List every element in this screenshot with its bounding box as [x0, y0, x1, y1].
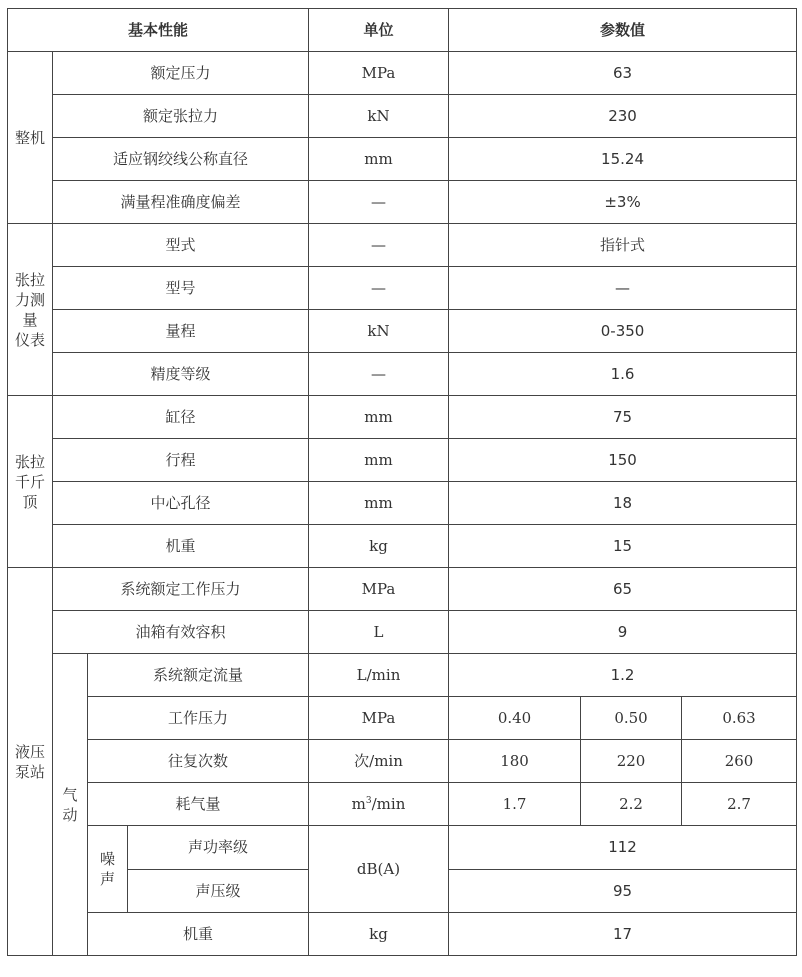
- param-value: 65: [449, 568, 797, 611]
- param-name: 满量程准确度偏差: [53, 181, 309, 224]
- param-value: 1.7: [449, 783, 581, 826]
- group-pneumatic-label-line: 动: [62, 805, 78, 824]
- group-gauge-label-line: 张拉: [14, 270, 45, 289]
- param-name: 工作压力: [88, 697, 309, 740]
- param-unit: L: [309, 611, 449, 654]
- param-unit: dB(A): [309, 826, 449, 913]
- table-row: [8, 396, 797, 439]
- param-name: 机重: [53, 525, 309, 568]
- group-pump-label-line: 液压: [14, 742, 45, 761]
- param-unit: L/min: [309, 654, 449, 697]
- param-value: 0.40: [449, 697, 581, 740]
- table-row: [8, 611, 797, 654]
- group-pump: [8, 568, 53, 956]
- header-param: 基本性能: [8, 9, 309, 52]
- table-row: [8, 826, 797, 870]
- param-unit: mm: [309, 138, 449, 181]
- param-name: 中心孔径: [53, 482, 309, 525]
- param-name: 型号: [53, 267, 309, 310]
- group-gauge-label-line: 仪表: [14, 330, 45, 349]
- param-unit: kg: [309, 913, 449, 956]
- table-row: [8, 913, 797, 956]
- group-noise: [88, 826, 128, 913]
- param-name: 额定张拉力: [53, 95, 309, 138]
- table-row: [8, 224, 797, 267]
- param-value: 1.2: [449, 654, 797, 697]
- param-value: 75: [449, 396, 797, 439]
- table-row: [8, 353, 797, 396]
- param-value: 9: [449, 611, 797, 654]
- group-jack-label-line: 千斤: [14, 472, 45, 491]
- param-unit: kg: [309, 525, 449, 568]
- param-name: 缸径: [53, 396, 309, 439]
- param-unit: MPa: [309, 568, 449, 611]
- param-unit: mm: [309, 482, 449, 525]
- header-row: [8, 9, 797, 52]
- group-noise-label-line: 噪: [99, 850, 115, 868]
- group-pneumatic: [53, 654, 88, 956]
- param-name: 声功率级: [128, 826, 309, 870]
- param-name: 精度等级: [53, 353, 309, 396]
- header-value: 参数值: [449, 9, 797, 52]
- table-row: [8, 52, 797, 95]
- param-value: 2.7: [682, 783, 797, 826]
- param-value: 0.63: [682, 697, 797, 740]
- group-jack: [8, 396, 53, 568]
- param-unit: 次/min: [309, 740, 449, 783]
- param-name: 往复次数: [88, 740, 309, 783]
- param-value: 180: [449, 740, 581, 783]
- param-value: 指针式: [449, 224, 797, 267]
- param-value: 1.6: [449, 353, 797, 396]
- table-row: [8, 95, 797, 138]
- group-gauge-label-line: 力测: [14, 290, 45, 309]
- param-value: 17: [449, 913, 797, 956]
- param-unit: MPa: [309, 52, 449, 95]
- param-name: 行程: [53, 439, 309, 482]
- table-row: [8, 181, 797, 224]
- param-value: ±3%: [449, 181, 797, 224]
- param-unit: mm: [309, 396, 449, 439]
- group-gauge-label-line: 量: [22, 310, 38, 329]
- param-value: 230: [449, 95, 797, 138]
- param-value: 18: [449, 482, 797, 525]
- param-value: —: [449, 267, 797, 310]
- param-name: 油箱有效容积: [53, 611, 309, 654]
- unit-exponent: 3: [365, 796, 372, 806]
- param-unit: MPa: [309, 697, 449, 740]
- header-unit: 单位: [309, 9, 449, 52]
- table-row: [8, 138, 797, 181]
- param-name: 适应钢绞线公称直径: [53, 138, 309, 181]
- param-value: 220: [581, 740, 682, 783]
- param-name: 耗气量: [88, 783, 309, 826]
- param-value: 0-350: [449, 310, 797, 353]
- group-pump-label-line: 泵站: [14, 762, 45, 781]
- param-unit: —: [309, 353, 449, 396]
- group-pneumatic-label-line: 气: [62, 785, 78, 804]
- spec-table: [7, 8, 797, 956]
- param-unit: [309, 783, 449, 826]
- table-row: [8, 783, 797, 826]
- param-unit: —: [309, 224, 449, 267]
- param-unit: kN: [309, 310, 449, 353]
- param-value: 2.2: [581, 783, 682, 826]
- param-value: 15.24: [449, 138, 797, 181]
- param-name: 系统额定工作压力: [53, 568, 309, 611]
- param-value: 112: [449, 826, 797, 870]
- param-name: 量程: [53, 310, 309, 353]
- table-row: [8, 310, 797, 353]
- group-jack-label-line: 顶: [22, 492, 38, 511]
- table-row: [8, 740, 797, 783]
- param-unit: mm: [309, 439, 449, 482]
- param-name: 型式: [53, 224, 309, 267]
- table-row: [8, 482, 797, 525]
- param-unit: —: [309, 267, 449, 310]
- param-value: 150: [449, 439, 797, 482]
- unit-base: m: [351, 795, 366, 813]
- group-jack-label-line: 张拉: [14, 452, 45, 471]
- table-row: [8, 525, 797, 568]
- table-row: [8, 568, 797, 611]
- param-unit: kN: [309, 95, 449, 138]
- param-name: 机重: [88, 913, 309, 956]
- group-whole-label: 整机: [14, 128, 45, 147]
- param-value: 0.50: [581, 697, 682, 740]
- table-row: [8, 697, 797, 740]
- group-gauge: [8, 224, 53, 396]
- param-value: 260: [682, 740, 797, 783]
- param-name: 系统额定流量: [88, 654, 309, 697]
- param-name: 额定压力: [53, 52, 309, 95]
- unit-tail: /min: [371, 795, 406, 813]
- param-unit: —: [309, 181, 449, 224]
- param-value: 15: [449, 525, 797, 568]
- param-name: 声压级: [128, 869, 309, 913]
- table-row: [8, 654, 797, 697]
- group-noise-label-line: 声: [99, 870, 115, 888]
- param-value: 95: [449, 869, 797, 913]
- group-whole: [8, 52, 53, 224]
- table-row: [8, 439, 797, 482]
- table-row: [8, 267, 797, 310]
- param-value: 63: [449, 52, 797, 95]
